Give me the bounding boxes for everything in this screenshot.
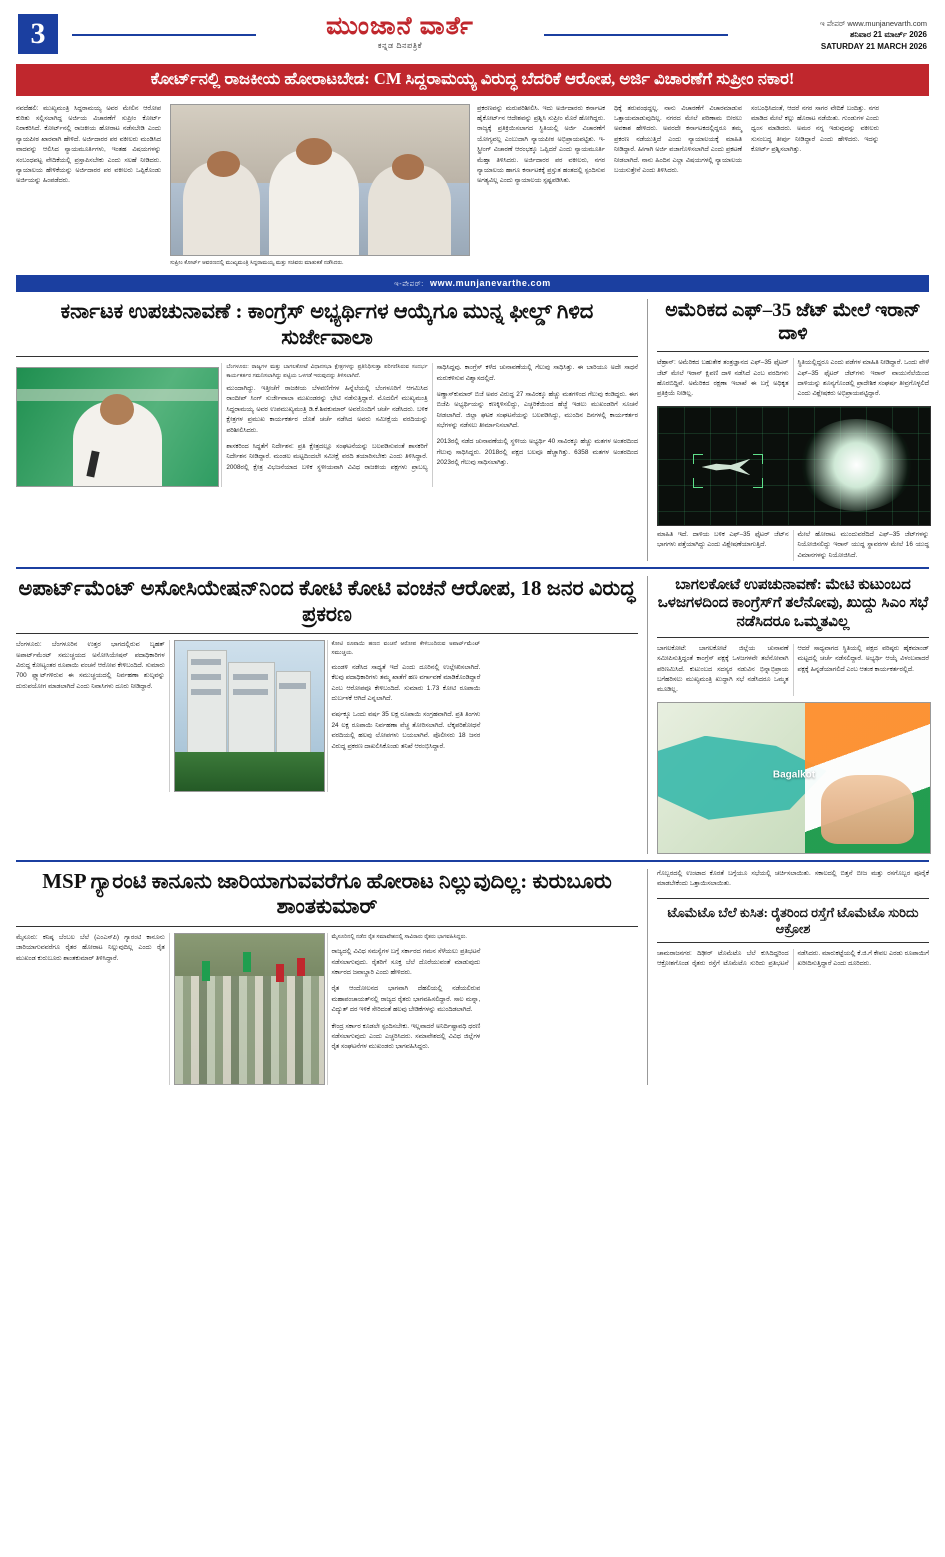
msp-right-col (647, 869, 929, 1085)
bagalkot-col-1: ಬಾಗಲಕೋಟೆ: ಬಾಗಲಕೋಟೆ ಜಿಲ್ಲೆಯ ಚುನಾವಣೆ ಸಮೀಪಿಸುತ್ತಿದ್ದಂತೆ ಕಾಂಗ್ರೆಸ್ ಪಕ್ಷಕ್ಕೆ ಒಳಜಗಳವೇ ತಲೆನೋವಾಗಿ ಪರಿಣಮಿಸಿದೆ. ಕುಟುಂಬದ ಸದಸ್ಯರ ನಡುವಿನ ಭಿನ್ನಾಭಿಪ್ರಾಯ ಬಗೆಹರಿಸಲು ಮುಖ್ಯಮಂತ್ರಿ ಖುದ್ದಾಗಿ ಸಭೆ ನಡೆಸಿದರೂ ಒಮ್ಮತ ಮೂಡಿಲ್ಲ. (657, 644, 789, 694)
f35-col-2: ಸ್ಥಿತಿಯಲ್ಲಿದ್ದರೂ ಎಂದು ಪಡೆಗಳ ಮಾಹಿತಿ ನೀಡಿದ್ದಾರೆ. ಒಂದು ವೇಳೆ ಎಫ್–35 ಫೈಟರ್ ಜೆಟ್‌ಗಳು ಇರಾನ್ ವಾಯುನೆಲೆಯಿಂದ ದಾಳಿಯನ್ನು ಶೂನ್ಯಗೊಂಡಲ್ಲಿ ಪ್ರಾದೇಶಿಕ ಸಂಘರ್ಷ ತೀವ್ರಗೊಳ್ಳಲಿದೆ ಎಂದು ವಿಶ್ಲೇಷಕರು ಅಭಿಪ್ರಾಯಪಟ್ಟಿದ್ದಾರೆ. (797, 359, 929, 398)
story-f35 (647, 299, 929, 561)
congress-col-2: ಶಾಸಕರಿಂದ ಸಿದ್ಧತೆಗೆ ನಿರ್ದೇಶನ: ಪ್ರತಿ ಕ್ಷೇತ್ರದಲ್ಲೂ ಸಂಘಟನೆಯನ್ನು ಬಲಪಡಿಸುವಂತೆ ಶಾಸಕರಿಗೆ ನಿರ್ದೇಶನ ನೀಡಿದ್ದಾರೆ. ಮಂಡಲ ಮಟ್ಟದಿಂದಲೇ ಸಮೀಕ್ಷೆ ವರದಿ ತಯಾರಿಸಬೇಕು ಎಂದು ತಿಳಿಸಿದ್ದಾರೆ. 2008ರಲ್ಲಿ ಕ್ಷೇತ್ರ ವಿಭಜನೆಯಾದ ಬಳಿಕ ಸ್ಥಳೀಯವಾಗಿ ವಿವಿಧ ರಾಜಕೀಯ ಪಕ್ಷಗಳು ಪ್ರಾಬಲ್ಯ ಸಾಧಿಸಿದ್ದವು. ಕಾಂಗ್ರೆಸ್ ಕಳೆದ ಚುನಾವಣೆಯಲ್ಲಿ ಗೆಲುವು ಸಾಧಿಸಿತ್ತು. ಈ ಬಾರಿಯೂ ಅದೇ ಸಾಧನೆ ಮರುಕಳಿಸುವ ವಿಶ್ವಾಸದಲ್ಲಿದೆ. (226, 364, 638, 471)
story-msp (16, 869, 638, 1085)
lead-col-3: ಪ್ರಕರಣವನ್ನು ಮರುಪರಿಶೀಲಿಸಿ. ಇದು ಅರ್ಜಿದಾರರು ಕರ್ನಾಟಕ ಹೈಕೋರ್ಟ್‌ನ ಆದೇಶವನ್ನು ಪ್ರಶ್ನಿಸಿ ಸುಪ್ರೀಂ ಮೊರೆ ಹೋಗಿದ್ದರು. ರಾಜ್ಯಕ್ಕೆ ಪ್ರತಿಕ್ರಿಯಿಸಲಾಗದ ಸ್ಥಿತಿಯಲ್ಲಿ ಅರ್ಜಿ ವಿಚಾರಣೆಗೆ ಯೋಗ್ಯವಲ್ಲ ಎಂಬುದಾಗಿ ನ್ಯಾಯಪೀಠ ಅಭಿಪ್ರಾಯಪಟ್ಟಿತು. ಇ-ಸ್ಟ್ರೀಂಗ್ ವಿಚಾರಣೆ ಆರಂಭಕ್ಕೂ ಒಪ್ಪಿದರೆ ಎಂದು ನ್ಯಾಯಮೂರ್ತಿ ಮೆಹ್ತಾ ತಿಳಿಸಿದರು. ಅರ್ಜಿದಾರರ ಪರ ವಕೀಲರು, ನಗರ ನ್ಯಾಯಾಲಯ ಹಾಗೂ ಕರ್ನಾಟಕಕ್ಕೆ ಪ್ರಸ್ತುತ ಹಂತದಲ್ಲಿ ಸ್ಪಂದಿಸುವ ಅಗತ್ಯವಿಲ್ಲ ಎಂದು ನ್ಯಾಯಾಲಯ ಸ್ಪಷ್ಟಪಡಿಸಿತು. (477, 104, 605, 185)
masthead-rule-left (72, 34, 256, 36)
masthead-meta (742, 14, 927, 53)
apartment-photo-caption: ಕೋಟಿ ರೂಪಾಯಿ ಹಣದ ವಂಚನೆ ಆರೋಪ ಕೇಳಿಬಂದಿರುವ ಅಪಾರ್ಟ್‌ಮೆಂಟ್ ಸಮುಚ್ಚಯ. (331, 641, 481, 656)
tomato-body (657, 943, 929, 970)
f35-headline: ಅಮೆರಿಕದ ಎಫ್–35 ಜೆಟ್ ಮೇಲೆ ಇರಾನ್ ದಾಳಿ (665, 300, 921, 345)
newspaper-title: ಮುಂಜಾನೆ ವಾರ್ತೆ (326, 13, 474, 40)
bagalkot-col-2: ಆದರೆ ಸಾಧ್ಯವಾಗದ ಸ್ಥಿತಿಯಲ್ಲಿ ಪಕ್ಷದ ವರಿಷ್ಠರು ಹೈಕಮಾಂಡ್ ಮಟ್ಟದಲ್ಲಿ ಚರ್ಚೆ ನಡೆಸಲಿದ್ದಾರೆ. ಅಭ್ಯರ್ಥಿ ಆಯ್ಕೆ ವಿಳಂಬವಾದರೆ ಪಕ್ಷಕ್ಕೆ ಹಿನ್ನಡೆಯಾಗಲಿದೆ ಎಂಬ ಆತಂಕ ಕಾರ್ಯಕರ್ತರಲ್ಲಿದೆ. (797, 644, 929, 673)
f35-caption-right: ಮೇಲೆ ಹೋರಾಟ ಮುಂದುವರೆದಿದೆ ಎಫ್–35 ಜೆಟ್‌ಗಳನ್ನು ನಿಯೋಜಿಸಲಿದ್ದು ಇರಾನ್ ಯುದ್ಧ ಸ್ಥಾವರಗಳ ಮೇಲೆ 16 ಯುದ್ಧ ವಿಮಾನಗಳನ್ನು ನಿಯೋಜಿಸಿದೆ. (797, 530, 929, 559)
apartment-col-4: ವರ್ಷಕ್ಕೂ ಒಂದು ವರ್ಷ 35 ಲಕ್ಷ ರೂಪಾಯಿ ಸಂಗ್ರಹವಾಗಿದೆ. ಪ್ರತಿ ತಿಂಗಳು 24 ಲಕ್ಷ ರೂಪಾಯಿ ನಿರ್ವಹಣಾ ವೆಚ್ಚ ತೋರಿಸಲಾಗಿದೆ. ಲೆಕ್ಕಪರಿಶೋಧನೆ ವರದಿಯಲ್ಲಿ ಹಲವು ಲೋಪಗಳು ಬಯಲಾಗಿವೆ. ಪೊಲೀಸರು 18 ಜನರ ವಿರುದ್ಧ ಪ್ರಕರಣ ದಾಖಲಿಸಿಕೊಂಡು ತನಿಖೆ ಆರಂಭಿಸಿದ್ದಾರೆ. (331, 711, 481, 750)
lead-col-5: ಸಂಬಂಧಿಸಿದಂತೆ, ಆದರೆ ನಗರ ಸಾಗರ ವೇದಿಕೆ ಬಂದಿತ್ತು. ನಗರ ಮಾಡಿದ ಮೇಲೆ ಕಲ್ಲು ಹೊರಾಟ ನಡೆಯಿತು. ಗುಂಡುಗಳ ಎಂದು ಧ್ವಂಸ ಮಾಡಿದರು. ಅಮರ ನಗ್ನ ಇಡುವುದನ್ನು ವಕೀಲರು ಸುಸಂಬದ್ಧ ತೀರ್ಪು ನೀಡಿದ್ದಾರೆ ಎಂದು ಹೇಳಿದರು. ಇದನ್ನು ಕೋರ್ಟ್ ಪ್ರಶ್ನಿಸಲಾಗಿತ್ತು. (751, 104, 879, 154)
section-row-3 (16, 869, 929, 1085)
story-bagalkot (647, 576, 929, 854)
epaper-link[interactable]: ಇ ಪೇಪರ್ www.munjanevarth.com (819, 19, 927, 28)
epaper-url[interactable]: www.munjanevarthe.com (430, 278, 551, 289)
date-english: SATURDAY 21 MARCH 2026 (820, 42, 927, 52)
msp-headline: MSP ಗ್ಯಾರಂಟಿ ಕಾನೂನು ಜಾರಿಯಾಗುವವರೆಗೂ ಹೋರಾಟ ನಿಲ್ಲುವುದಿಲ್ಲ: ಕುರುಬೂರು ಶಾಂತಕುಮಾರ್ (42, 868, 612, 919)
msp-photo (174, 933, 325, 1085)
msp-col-3: ರೈತ ಆಂದೋಲನದ ಭಾಗವಾಗಿ ದೆಹಲಿಯಲ್ಲಿ ನಡೆಯಲಿರುವ ಮಹಾಪಂಚಾಯತ್‌ನಲ್ಲಿ ರಾಜ್ಯದ ರೈತರು ಭಾಗವಹಿಸಲಿದ್ದಾರೆ. ಸಾಲ ಮನ್ನಾ, ವಿದ್ಯುತ್ ದರ ಇಳಿಕೆ ಸೇರಿದಂತೆ ಹಲವು ಬೇಡಿಕೆಗಳನ್ನು ಮುಂದಿಡಲಾಗಿದೆ. (331, 985, 481, 1014)
bagalkot-body (657, 638, 929, 696)
msp-col-1: ಮೈಸೂರು: ಕನಿಷ್ಠ ಬೆಂಬಲ ಬೆಲೆ (ಎಂಎಸ್‌ಪಿ) ಗ್ಯಾರಂಟಿ ಕಾನೂನು ಜಾರಿಯಾಗುವವರೆಗೂ ರೈತರ ಹೋರಾಟ ನಿಲ್ಲುವುದಿಲ್ಲ ಎಂದು ರೈತ ಮುಖಂಡ ಕುರುಬೂರು ಶಾಂತಕುಮಾರ್ ತಿಳಿಸಿದ್ದಾರೆ. (16, 933, 165, 962)
body-wrap (16, 299, 929, 1085)
apartment-col-3: ಮಂಡಳಿ ನಡೆಸಿದ ಸಾಧ್ಯತೆ ಇದೆ ಎಂದು ದೂರಿನಲ್ಲಿ ಉಲ್ಲೇಖಿಸಲಾಗಿದೆ. ಕೆಲವು ಪದಾಧಿಕಾರಿಗಳು ತಮ್ಮ ಖಾತೆಗೆ ಹಣ ವರ್ಗಾವಣೆ ಮಾಡಿಕೊಂಡಿದ್ದಾರೆ ಎಂಬ ಆರೋಪವೂ ಕೇಳಿಬಂದಿದೆ. ಸುಮಾರು 1.73 ಕೋಟಿ ರೂಪಾಯಿ ದುರ್ಬಳಕೆ ಆಗಿದೆ ಎನ್ನಲಾಗಿದೆ. (331, 663, 481, 703)
newspaper-subtitle: ಕನ್ನಡ ದಿನಪತ್ರಿಕೆ (377, 41, 423, 51)
f35-caption-left: ಮಾಹಿತಿ ಇದೆ. ದಾಳಿಯ ಬಳಿಕ ಎಫ್–35 ಫೈಟರ್ ಜೆಟ್‌ನ ಭಾಗಗಳು ಪತ್ತೆಯಾಗಿದ್ದು ಎಂದು ವಿಶ್ಲೇಷಣೆಯಾಗುತ್ತಿದೆ. (657, 530, 789, 549)
lead-photo-caption: ಸುಪ್ರೀಂ ಕೋರ್ಟ್ ಆವರಣದಲ್ಲಿ ಮುಖ್ಯಮಂತ್ರಿ ಸಿದ್ದರಾಮಯ್ಯ ಮತ್ತು ಸಚಿವರು ಮಾತುಕತೆ ನಡೆಸಿದರು. (170, 259, 344, 266)
bagalkot-map-image (657, 702, 931, 854)
apartment-photo (174, 640, 325, 792)
lead-photo (170, 104, 470, 256)
congress-col-3b: 2013ರಲ್ಲಿ ನಡೆದ ಚುನಾವಣೆಯಲ್ಲಿ ಸ್ಥಳೀಯ ಅಭ್ಯರ್ಥಿ 40 ಸಾವಿರಕ್ಕೂ ಹೆಚ್ಚು ಮತಗಳ ಅಂತರದಿಂದ ಗೆಲುವು ಸಾಧಿಸಿದ್ದರು. 2018ರಲ್ಲಿ ಪಕ್ಷದ ಬಲವೂ ಹೆಚ್ಚಾಗಿತ್ತು. 6358 ಮತಗಳ ಅಂತರದಿಂದ 2023ರಲ್ಲಿ ಗೆಲುವು ಸಾಧಿಸಲಾಗಿತ್ತು. (436, 438, 638, 467)
msp-col-5: ಗೊಬ್ಬರದಲ್ಲಿ ಉಂಟಾದ ಕೊರತೆ ಬಗ್ಗೆಯೂ ಸಭೆಯಲ್ಲಿ ಚರ್ಚಿಸಲಾಯಿತು. ಸಕಾಲದಲ್ಲಿ ಬಿತ್ತನೆ ಬೀಜ ಮತ್ತು ರಸಗೊಬ್ಬರ ಪೂರೈಕೆ ಮಾಡಬೇಕೆಂದು ಒತ್ತಾಯಿಸಲಾಯಿತು. (657, 869, 929, 888)
congress-headline: ಕರ್ನಾಟಕ ಉಪಚುನಾವಣೆ : ಕಾಂಗ್ರೆಸ್ ಅಭ್ಯರ್ಥಿಗಳ ಆಯ್ಕೆಗೂ ಮುನ್ನ ಫೀಲ್ಡ್ ಗಿಳಿದ ಸುರ್ಜೇವಾಲಾ (60, 299, 594, 349)
apartment-body (16, 634, 638, 792)
lead-story (16, 104, 929, 267)
congress-photo-caption: ಬೆಂಗಳೂರು: ರಾಜ್ಯಗಳ ಮತ್ತು ಬಾಗಲಕೋಟೆ ವಿಧಾನಸಭಾ ಕ್ಷೇತ್ರಗಳನ್ನು ಪ್ರತಿನಿಧಿಸುತ್ತಾ ಪರಿಗಣಿಸಿರುವ ಸಂದರ್ಭ ಕಾರ್ಯಕರ್ತರ ಗಮನಿಸಲಾಗಿದ್ದು ಪಟ್ಟಿಯ ಒಳಗಡೆ ಇರುವುದನ್ನು ತಿಳಿಸಲಾಗಿದೆ. (226, 364, 428, 379)
congress-col-3: ಅಣ್ಣಾಸ್‌ಕುಮಾರ್ ಬಿಜೆ ಅವರ ವಿರುದ್ಧ 27 ಸಾವಿರಕ್ಕೂ ಹೆಚ್ಚು ಮತಗಳಿಂದ ಗೆಲುವು ಕಂಡಿದ್ದರು. ಈಗ ಬಿಜೆಪಿ ಅಭ್ಯರ್ಥಿಯನ್ನು ಕಣಕ್ಕಿಳಿಸಲಿದ್ದು, ಎಚ್ಚರಿಕೆಯಿಂದ ಹೆಜ್ಜೆ ಇಡಲು ಮುಖಂಡರಿಗೆ ಸೂಚನೆ ನೀಡಲಾಗಿದೆ. ಜಿಲ್ಲಾ ಘಟಕ ಸಂಘಟನೆಯನ್ನು ಬಲಪಡಿಸಿದ್ದು, ಮುಂದಿನ ದಿನಗಳಲ್ಲಿ ಕಾರ್ಯಕರ್ತರ ಸಭೆಗಳನ್ನು ನಡೆಸಲು ತೀರ್ಮಾನಿಸಲಾಗಿದೆ. (436, 390, 638, 430)
msp-col-4: ಕೇಂದ್ರ ಸರ್ಕಾರ ಕೂಡಲೇ ಸ್ಪಂದಿಸಬೇಕು. ಇಲ್ಲವಾದರೆ ಅನಿರ್ದಿಷ್ಟಾವಧಿ ಧರಣಿ ನಡೆಸಲಾಗುವುದು ಎಂದು ಎಚ್ಚರಿಸಿದರು. ಸಮಾವೇಶದಲ್ಲಿ ವಿವಿಧ ಜಿಲ್ಲೆಗಳ ರೈತ ಸಂಘಟನೆಗಳ ಮುಖಂಡರು ಭಾಗವಹಿಸಿದ್ದರು. (331, 1022, 481, 1051)
page-number-wrap (18, 14, 58, 54)
msp-body (16, 927, 638, 1085)
masthead-rule-right (544, 34, 728, 36)
f35-radar-image (657, 406, 931, 526)
congress-col-1: ಮುಂದಾಗಿದ್ದು. ಇತ್ತೀಚೆಗೆ ರಾಜಕೀಯ ಬೆಳವಣಿಗೆಗಳ ಹಿನ್ನೆಲೆಯಲ್ಲಿ ಬೆಂಗಳೂರಿಗೆ ಆಗಮಿಸಿದ ರಾಂದೀಪ್ ಸಿಂಗ್ ಸುರ್ಜೇವಾಲಾ ಮುಖಂಡರನ್ನು ಭೇಟಿ ನಡೆಸುತ್ತಿದ್ದಾರೆ. ಮೊದಲಿಗೆ ಮುಖ್ಯಮಂತ್ರಿ ಸಿದ್ದರಾಮಯ್ಯ ಅವರ ಉಪಮುಖ್ಯಮಂತ್ರಿ ಡಿ.ಕೆ.ಶಿವಕುಮಾರ್ ಅವರೊಂದಿಗೆ ಚರ್ಚೆ ನಡೆಸಿದರು. ಬಳಿಕ ಕ್ಷೇತ್ರಗಳ ಪ್ರಮುಖ ಕಾರ್ಯಕರ್ತರ ಜೊತೆ ಚರ್ಚೆ ನಡೆಸಿದ ಅವರು ಸಮೀಕ್ಷೆಯ ವರದಿಯನ್ನು ಪರಿಶೀಲಿಸಿದರು. (226, 385, 428, 434)
lead-col-1: ನವದೆಹಲಿ: ಮುಖ್ಯಮಂತ್ರಿ ಸಿದ್ದರಾಮಯ್ಯ ಅವರ ಮೇಲಿನ ಆರೋಪ ಕುರಿತು ಸಲ್ಲಿಸಲಾಗಿದ್ದ ಅರ್ಜಿಯ ವಿಚಾರಣೆಗೆ ಸುಪ್ರೀಂ ಕೋರ್ಟ್ ನಿರಾಕರಿಸಿದೆ. ಕೋರ್ಟ್‌ನಲ್ಲಿ ರಾಜಕೀಯ ಹೋರಾಟ ನಡೆಸಬೇಡಿ ಎಂದು ನ್ಯಾಯಪೀಠ ಖಾರವಾಗಿ ಹೇಳಿದೆ. ಅರ್ಜಿದಾರರ ಪರ ವಕೀಲರು ಮಂಡಿಸಿದ ವಾದವನ್ನು ಆಲಿಸಿದ ನ್ಯಾಯಮೂರ್ತಿಗಳು, ಇಂತಹ ವಿಷಯಗಳನ್ನು ಸಂಬಂಧಪಟ್ಟ ವೇದಿಕೆಯಲ್ಲಿ ಪ್ರಸ್ತಾಪಿಸಬೇಕು ಎಂದು ಸಲಹೆ ನೀಡಿದರು. ನ್ಯಾಯಾಲಯ ಹೇಳಿಕೆಯನ್ನು ಅರ್ಜಿದಾರರ ಪರ ವಕೀಲರು ಒಪ್ಪಿಕೊಂಡು ಅರ್ಜಿಯನ್ನು ಹಿಂಪಡೆದರು. (16, 104, 161, 185)
f35-col-1: ಟೆಹ್ರಾನ್: ಅಮೆರಿಕದ ಬಹುತೇಕ ತಂತ್ರಜ್ಞಾನದ ಎಫ್–35 ಫೈಟರ್ ಜೆಟ್ ಮೇಲೆ ಇರಾನ್ ಕ್ಷಿಪಣಿ ದಾಳಿ ನಡೆಸಿದೆ ಎಂಬ ವರದಿಗಳು ಹೊರಬಿದ್ದಿವೆ. ಅಮೆರಿಕದ ರಕ್ಷಣಾ ಇಲಾಖೆ ಈ ಬಗ್ಗೆ ಅಧಿಕೃತ ಪ್ರತಿಕ್ರಿಯೆ ನೀಡಿಲ್ಲ. (657, 359, 789, 398)
congress-photo (16, 367, 219, 487)
congress-body (16, 357, 638, 487)
section-row-2 (16, 576, 929, 854)
map-label-bagalkot: Bagalkot (772, 769, 816, 781)
apartment-headline: ಅಪಾರ್ಟ್‌ಮೆಂಟ್ ಅಸೋಸಿಯೇಷನ್‌ನಿಂದ ಕೋಟಿ ಕೋಟಿ ವಂಚನೆ ಆರೋಪ, 18 ಜನರ ವಿರುದ್ಧ ಪ್ರಕರಣ (18, 575, 636, 626)
section-row-1 (16, 299, 929, 561)
msp-col-2: ರಾಜ್ಯದಲ್ಲಿ ವಿವಿಧ ಸಮಸ್ಯೆಗಳ ಬಗ್ಗೆ ಸರ್ಕಾರದ ಗಮನ ಸೆಳೆಯಲು ಪ್ರತಿಭಟನೆ ನಡೆಸಲಾಗುವುದು. ರೈತರಿಗೆ ಸೂಕ್ತ ಬೆಲೆ ದೊರೆಯುವಂತೆ ಮಾಡುವುದು ಸರ್ಕಾರದ ಜವಾಬ್ದಾರಿ ಎಂದು ಹೇಳಿದರು. (331, 948, 481, 977)
f35-captions (657, 530, 929, 561)
lead-photo-block (170, 104, 468, 267)
bagalkot-headline: ಬಾಗಲಕೋಟೆ ಉಪಚುನಾವಣೆ: ಮೇಟಿ ಕುಟುಂಬದ ಒಳಜಗಳದಿಂದ ಕಾಂಗ್ರೆಸ್‌ಗೆ ತಲೆನೋವು, ಖುದ್ದು ಸಿಎಂ ಸಭೆ ನಡೆಸಿದರೂ ಒಮ್ಮತವಿಲ್ಲ (657, 576, 929, 630)
msp-photo-caption: ಮೈಸೂರಿನಲ್ಲಿ ನಡೆದ ರೈತ ಸಮಾವೇಶದಲ್ಲಿ ಸಾವಿರಾರು ರೈತರು ಭಾಗವಹಿಸಿದ್ದರು. (331, 933, 467, 940)
tomato-headline: ಟೊಮೆಟೊ ಬೆಲೆ ಕುಸಿತ: ರೈತರಿಂದ ರಸ್ತೆಗೆ ಟೊಮೆಟೊ ಸುರಿದು ಆಕ್ರೋಶ (667, 904, 919, 936)
story-congress (16, 299, 638, 561)
date-kannada: ಶನಿವಾರ 21 ಮಾರ್ಚ್ 2026 (849, 30, 927, 40)
epaper-url-strip[interactable] (16, 275, 929, 292)
story-apartment (16, 576, 638, 854)
apartment-col-1: ಬೆಂಗಳೂರು: ಬೆಂಗಳೂರಿನ ಉತ್ತರ ಭಾಗದಲ್ಲಿರುವ ಬೃಹತ್ ಅಪಾರ್ಟ್‌ಮೆಂಟ್ ಸಮುಚ್ಚಯದ ಅಸೋಸಿಯೇಷನ್ ಪದಾಧಿಕಾರಿಗಳ ವಿರುದ್ಧ ಕೋಟ್ಯಂತರ ರೂಪಾಯಿ ವಂಚನೆ ಆರೋಪ ಕೇಳಿಬಂದಿದೆ. ಸುಮಾರು 700 ಫ್ಲ್ಯಾಟ್‌ಗಳಿರುವ ಈ ಸಮುಚ್ಚಯದಲ್ಲಿ ನಿರ್ವಹಣಾ ಶುಲ್ಕವನ್ನು ದುರುಪಯೋಗ ಮಾಡಲಾಗಿದೆ ಎಂದು ನಿವಾಸಿಗಳು ದೂರು ನೀಡಿದ್ದಾರೆ. (16, 641, 165, 690)
f35-body-top (657, 352, 929, 400)
masthead (0, 0, 945, 58)
lead-col-4: ಧಿಕ್ಕೆ ತರುವಂಥದ್ದಲ್ಲ. ನಾನು ವಿಚಾರಣೆಗೆ ವಿಚಾರಮಾಡುವ ಒತ್ತಾಯಮಾಡುವುದಿಲ್ಲ. ನಗರದ ಮೇಲೆ ಪರಿಣಾಮ ಬೀರಲು ಅವಕಾಶ ಹೇಳಿದರು. ಅವರದೇ ಕರ್ನಾಟಕದಲ್ಲಿದ್ದರೂ ತಮ್ಮ ಪ್ರಕರಣ ನಡೆಯುತ್ತಿದೆ ಎಂದು ನ್ಯಾಯಾಲಯಕ್ಕೆ ಮಾಹಿತಿ ನೀಡಿದ್ದಾರೆ. ಹೀಗಾಗಿ ಅರ್ಜಿ ವಜಾಗೊಳಿಸಲಾಗಿದೆ ಎಂದು ಪ್ರಕಟಣೆ ನೀಡಲಾಗಿದೆ. ನಾನು ಹಿಂದಿನ ಎಲ್ಲಾ ವಿಷಯಗಳಲ್ಲಿ ನ್ಯಾಯಾಲಯ ಬಯಸುತ್ತೇನೆ ಎಂದು ತಿಳಿಸಿದರು. (614, 104, 742, 174)
lead-banner-headline: ಕೋರ್ಟ್‌ನಲ್ಲಿ ರಾಜಕೀಯ ಹೋರಾಟಬೇಡ: CM ಸಿದ್ದರಾಮಯ್ಯ ವಿರುದ್ಧ ಬೆದರಿಕೆ ಆರೋಪ, ಅರ್ಜಿ ವಿಚಾರಣೆಗೆ ಸುಪ್ರೀಂ ನಕಾರ! (16, 64, 929, 96)
tomato-text: ಚಾಮರಾಜನಗರ: ದಿಢೀರ್ ಟೊಮೆಟೊ ಬೆಲೆ ಕುಸಿದಿದ್ದರಿಂದ ಆಕ್ರೋಶಗೊಂಡ ರೈತರು ರಸ್ತೆಗೆ ಟೊಮೆಟೊ ಸುರಿದು ಪ್ರತಿಭಟನೆ ನಡೆಸಿದರು. ಮಾರುಕಟ್ಟೆಯಲ್ಲಿ ಕೆ.ಜಿ.ಗೆ ಕೇವಲ ಎರಡು ರೂಪಾಯಿಗೆ ಖರೀದಿಸುತ್ತಿದ್ದಾರೆ ಎಂದು ದೂರಿದರು. (657, 950, 929, 968)
epaper-url-prefix: ಇ-ಪೇಪರ್: (394, 281, 424, 289)
page-number: 3 (18, 14, 58, 54)
masthead-center (270, 14, 530, 51)
